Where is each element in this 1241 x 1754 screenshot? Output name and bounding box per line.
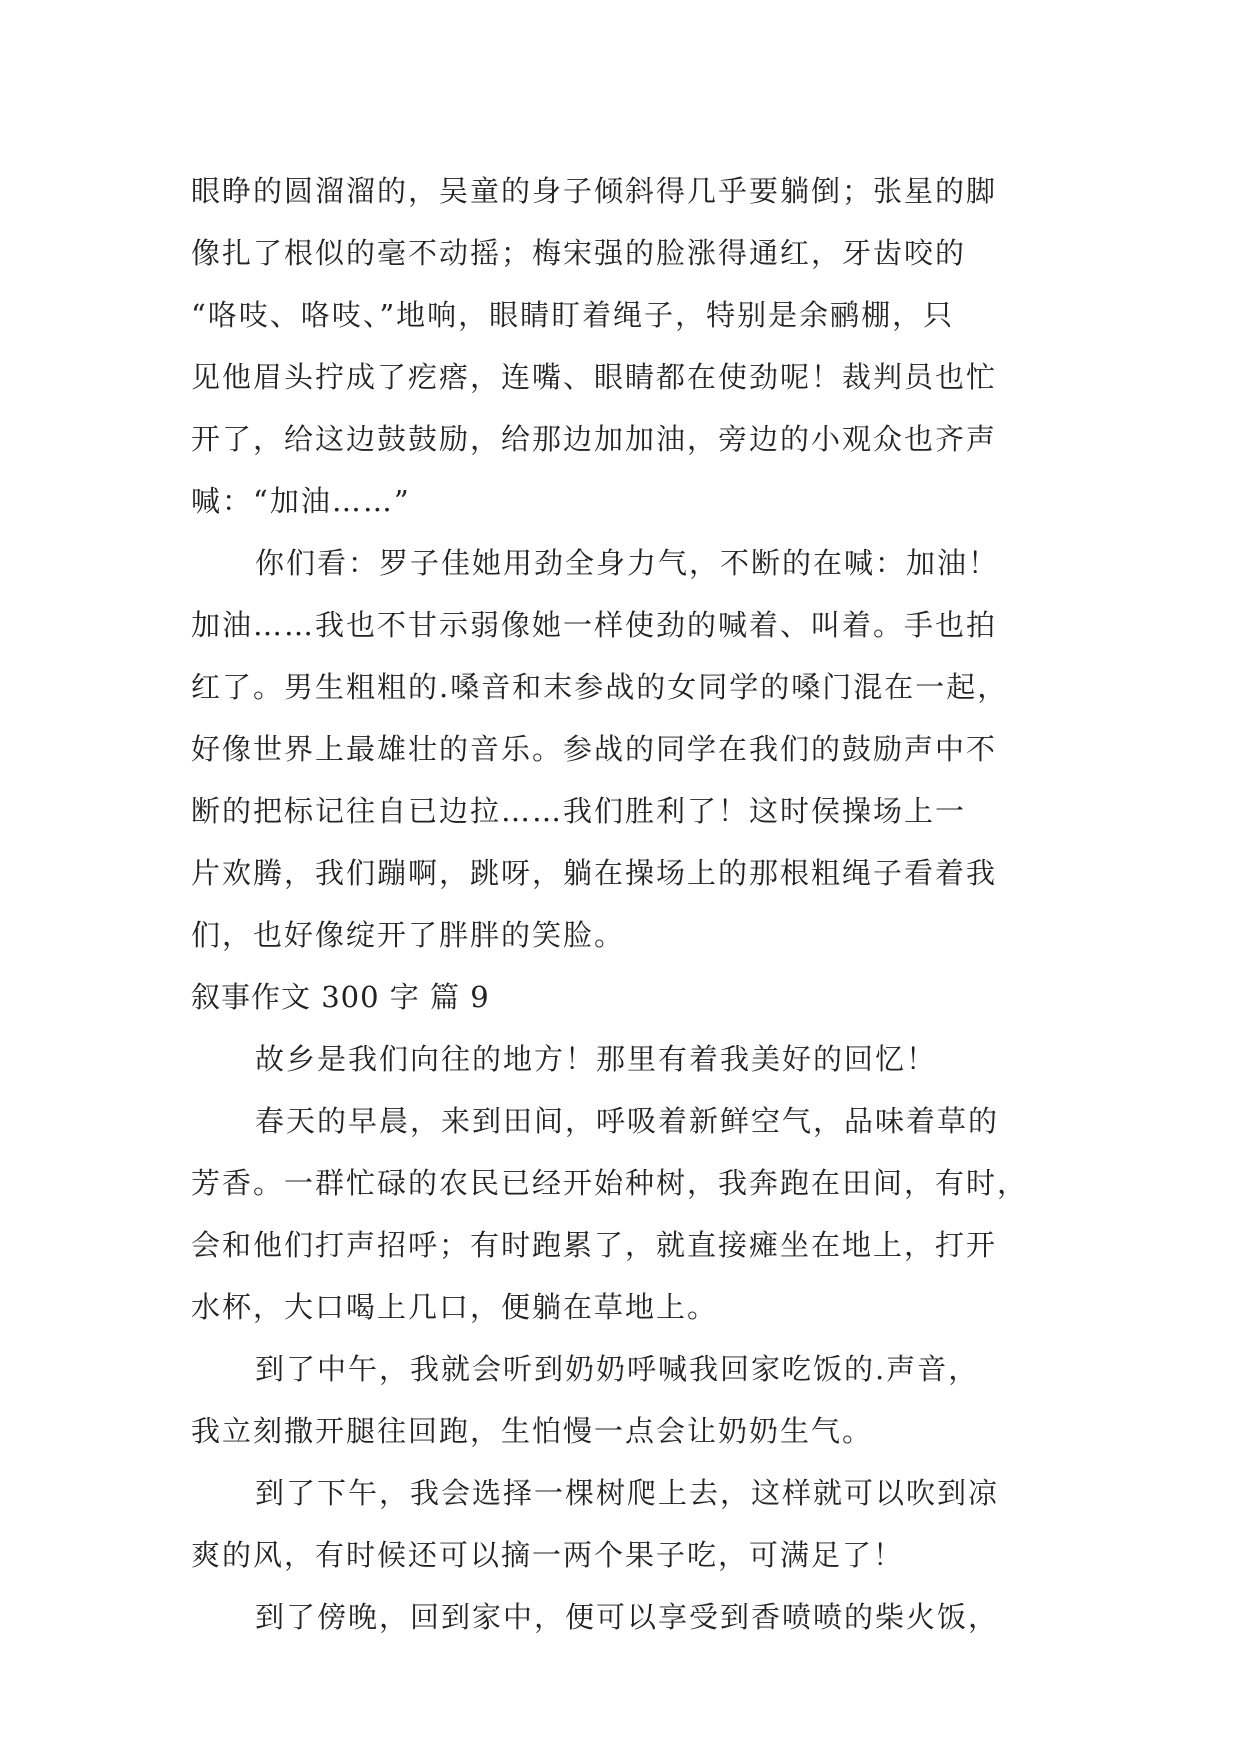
- text-line: 爽的风，有时候还可以摘一两个果子吃，可满足了！: [191, 1538, 905, 1572]
- text-line: 会和他们打声招呼；有时跑累了，就直接瘫坐在地上，打开: [191, 1228, 998, 1262]
- text-line: 断的把标记往自已边拉……我们胜利了！这时侯操场上一: [191, 794, 967, 828]
- text-line: “咯吱、咯吱、”地响，眼睛盯着绳子，特别是余鹂棚，只: [191, 298, 955, 332]
- paragraph: [191, 1586, 1061, 1648]
- text-line: 像扎了根似的毫不动摇；梅宋强的脸涨得通红，牙齿咬的: [191, 236, 967, 270]
- text-line: 水杯，大口喝上几口，便躺在草地上。: [191, 1290, 719, 1324]
- text-line: 眼睁的圆溜溜的，吴童的身子倾斜得几乎要躺倒；张星的脚: [191, 174, 998, 208]
- paragraph: [191, 1462, 1061, 1586]
- text-line: 春天的早晨，来到田间，呼吸着新鲜空气，品味着草的: [255, 1104, 1000, 1138]
- text-line: 开了，给这边鼓鼓励，给那边加加油，旁边的小观众也齐声: [191, 422, 998, 456]
- text-line: 你们看：罗子佳她用劲全身力气，不断的在喊：加油！: [255, 546, 1000, 580]
- paragraph: [191, 532, 1061, 966]
- document-body: [191, 160, 1061, 1648]
- text-line: 见他眉头拧成了疙瘩，连嘴、眼睛都在使劲呢！裁判员也忙: [191, 360, 998, 394]
- text-line: 片欢腾，我们蹦啊，跳呀，躺在操场上的那根粗绳子看着我: [191, 856, 998, 890]
- section-heading: 叙事作文 300 字 篇 9: [191, 980, 490, 1014]
- text-line: 们，也好像绽开了胖胖的笑脸。: [191, 918, 626, 952]
- text-line: 到了傍晚，回到家中，便可以享受到香喷喷的柴火饭，: [255, 1600, 1000, 1634]
- text-line: 好像世界上最雄壮的音乐。参战的同学在我们的鼓励声中不: [191, 732, 998, 766]
- text-line: 故乡是我们向往的地方！那里有着我美好的回忆！: [255, 1042, 938, 1076]
- text-line: 加油……我也不甘示弱像她一样使劲的喊着、叫着。手也拍: [191, 608, 998, 642]
- paragraph: [191, 1028, 1061, 1090]
- paragraph: [191, 160, 1061, 532]
- paragraph: [191, 1090, 1061, 1338]
- text-line: 红了。男生粗粗的.嗓音和末参战的女同学的嗓门混在一起，: [191, 670, 1009, 704]
- paragraph: [191, 1338, 1061, 1462]
- text-line: 到了中午，我就会听到奶奶呼喊我回家吃饭的.声音，: [255, 1352, 980, 1386]
- text-line: 到了下午，我会选择一棵树爬上去，这样就可以吹到凉: [255, 1476, 1000, 1510]
- text-line: 我立刻撒开腿往回跑，生怕慢一点会让奶奶生气。: [191, 1414, 874, 1448]
- text-line: 喊：“加油……”: [191, 484, 411, 518]
- text-line: 芳香。一群忙碌的农民已经开始种树，我奔跑在田间，有时，: [191, 1166, 1029, 1200]
